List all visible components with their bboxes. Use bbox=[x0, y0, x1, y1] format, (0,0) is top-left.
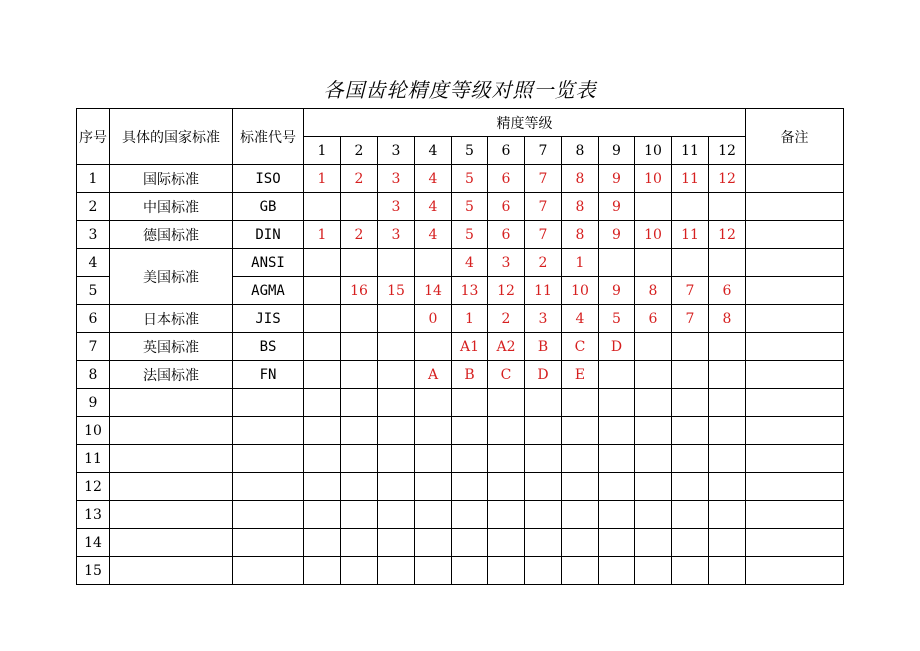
grade-value-cell bbox=[304, 361, 341, 389]
grade-value-cell: 9 bbox=[599, 165, 635, 193]
header-grade: 2 bbox=[341, 137, 378, 165]
remark-cell bbox=[746, 249, 844, 277]
grade-value-cell: 8 bbox=[709, 305, 746, 333]
remark-cell bbox=[746, 165, 844, 193]
grade-value-cell bbox=[378, 501, 415, 529]
grade-value-cell bbox=[378, 529, 415, 557]
grade-value-cell bbox=[341, 249, 378, 277]
grade-value-cell bbox=[672, 361, 709, 389]
grade-value-cell bbox=[452, 389, 488, 417]
code-cell bbox=[233, 473, 304, 501]
grade-value-cell bbox=[341, 501, 378, 529]
grade-value-cell bbox=[599, 361, 635, 389]
grade-value-cell bbox=[341, 193, 378, 221]
grade-value-cell: 7 bbox=[525, 221, 562, 249]
grade-value-cell: 6 bbox=[709, 277, 746, 305]
grade-value-cell bbox=[635, 417, 672, 445]
grade-value-cell: 7 bbox=[525, 193, 562, 221]
header-grade: 3 bbox=[378, 137, 415, 165]
code-cell: DIN bbox=[233, 221, 304, 249]
remark-cell bbox=[746, 557, 844, 585]
table-row bbox=[77, 249, 844, 277]
grade-value-cell: 8 bbox=[562, 165, 599, 193]
grade-value-cell: 5 bbox=[452, 193, 488, 221]
grade-value-cell bbox=[672, 473, 709, 501]
standard-cell bbox=[110, 445, 233, 473]
code-cell bbox=[233, 389, 304, 417]
grade-value-cell bbox=[709, 361, 746, 389]
grade-value-cell bbox=[304, 445, 341, 473]
table-row bbox=[77, 305, 844, 333]
grade-value-cell: 10 bbox=[635, 165, 672, 193]
grade-value-cell bbox=[378, 417, 415, 445]
grade-value-cell bbox=[525, 389, 562, 417]
grade-value-cell: A1 bbox=[452, 333, 488, 361]
header-grade: 6 bbox=[488, 137, 525, 165]
header-seq: 序号 bbox=[77, 109, 110, 165]
grade-value-cell bbox=[304, 305, 341, 333]
grade-value-cell: 4 bbox=[562, 305, 599, 333]
table-row bbox=[77, 417, 844, 445]
grade-value-cell: 4 bbox=[452, 249, 488, 277]
header-grade: 4 bbox=[415, 137, 452, 165]
table-row bbox=[77, 389, 844, 417]
remark-cell bbox=[746, 193, 844, 221]
seq-cell: 15 bbox=[77, 557, 110, 585]
standard-cell bbox=[110, 473, 233, 501]
code-cell bbox=[233, 417, 304, 445]
standard-cell: 日本标准 bbox=[110, 305, 233, 333]
header-code: 标准代号 bbox=[233, 109, 304, 165]
grade-value-cell: 2 bbox=[341, 165, 378, 193]
grade-value-cell bbox=[709, 193, 746, 221]
grade-value-cell: 11 bbox=[525, 277, 562, 305]
grade-value-cell bbox=[378, 557, 415, 585]
grade-value-cell bbox=[341, 333, 378, 361]
grade-value-cell bbox=[415, 249, 452, 277]
grade-value-cell bbox=[709, 529, 746, 557]
remark-cell bbox=[746, 333, 844, 361]
seq-cell: 10 bbox=[77, 417, 110, 445]
grade-value-cell: 1 bbox=[304, 165, 341, 193]
seq-cell: 11 bbox=[77, 445, 110, 473]
grade-value-cell bbox=[378, 333, 415, 361]
grade-value-cell bbox=[488, 557, 525, 585]
table-row bbox=[77, 333, 844, 361]
table-row bbox=[77, 473, 844, 501]
remark-cell bbox=[746, 501, 844, 529]
grade-value-cell bbox=[304, 529, 341, 557]
grade-value-cell bbox=[415, 501, 452, 529]
grade-value-cell bbox=[304, 417, 341, 445]
grade-value-cell bbox=[525, 473, 562, 501]
header-remarks: 备注 bbox=[746, 109, 844, 165]
grade-value-cell bbox=[562, 501, 599, 529]
header-grade: 8 bbox=[562, 137, 599, 165]
grade-value-cell bbox=[452, 417, 488, 445]
grade-value-cell bbox=[452, 473, 488, 501]
grade-value-cell bbox=[635, 445, 672, 473]
grade-value-cell bbox=[378, 305, 415, 333]
grade-value-cell bbox=[709, 501, 746, 529]
standard-cell: 德国标准 bbox=[110, 221, 233, 249]
grade-value-cell: 8 bbox=[635, 277, 672, 305]
grade-value-cell bbox=[488, 529, 525, 557]
grade-value-cell bbox=[562, 473, 599, 501]
grade-value-cell bbox=[488, 417, 525, 445]
standard-cell bbox=[110, 389, 233, 417]
seq-cell: 12 bbox=[77, 473, 110, 501]
standard-cell: 中国标准 bbox=[110, 193, 233, 221]
grade-value-cell: D bbox=[525, 361, 562, 389]
grade-value-cell: 6 bbox=[635, 305, 672, 333]
grade-value-cell: 13 bbox=[452, 277, 488, 305]
grade-value-cell: A bbox=[415, 361, 452, 389]
seq-cell: 6 bbox=[77, 305, 110, 333]
grade-value-cell: 3 bbox=[378, 165, 415, 193]
grade-value-cell bbox=[635, 557, 672, 585]
grade-value-cell: 12 bbox=[709, 165, 746, 193]
grade-value-cell bbox=[341, 529, 378, 557]
code-cell: BS bbox=[233, 333, 304, 361]
grade-value-cell bbox=[304, 277, 341, 305]
grade-value-cell bbox=[599, 389, 635, 417]
grade-value-cell bbox=[488, 501, 525, 529]
header-precision-group: 精度等级 bbox=[304, 109, 746, 137]
remark-cell bbox=[746, 529, 844, 557]
grade-value-cell: 16 bbox=[341, 277, 378, 305]
grade-value-cell bbox=[562, 445, 599, 473]
grade-value-cell bbox=[304, 193, 341, 221]
code-cell: AGMA bbox=[233, 277, 304, 305]
grade-value-cell bbox=[341, 445, 378, 473]
grade-value-cell: 1 bbox=[452, 305, 488, 333]
code-cell bbox=[233, 501, 304, 529]
grade-value-cell bbox=[452, 557, 488, 585]
grade-value-cell bbox=[415, 417, 452, 445]
grade-value-cell: 5 bbox=[452, 221, 488, 249]
seq-cell: 13 bbox=[77, 501, 110, 529]
grade-value-cell: 7 bbox=[525, 165, 562, 193]
grade-value-cell: 8 bbox=[562, 193, 599, 221]
grade-value-cell bbox=[415, 445, 452, 473]
gear-grade-table bbox=[76, 108, 844, 585]
seq-cell: 5 bbox=[77, 277, 110, 305]
grade-value-cell: 11 bbox=[672, 221, 709, 249]
grade-value-cell bbox=[635, 193, 672, 221]
standard-cell bbox=[110, 557, 233, 585]
seq-cell: 2 bbox=[77, 193, 110, 221]
grade-value-cell: 2 bbox=[488, 305, 525, 333]
grade-value-cell bbox=[635, 529, 672, 557]
standard-cell: 国际标准 bbox=[110, 165, 233, 193]
grade-value-cell: 3 bbox=[378, 221, 415, 249]
grade-value-cell: 4 bbox=[415, 165, 452, 193]
grade-value-cell bbox=[672, 249, 709, 277]
grade-value-cell bbox=[378, 249, 415, 277]
grade-value-cell bbox=[635, 473, 672, 501]
remark-cell bbox=[746, 277, 844, 305]
grade-value-cell bbox=[672, 333, 709, 361]
grade-value-cell bbox=[341, 305, 378, 333]
code-cell: FN bbox=[233, 361, 304, 389]
grade-value-cell bbox=[599, 445, 635, 473]
code-cell: GB bbox=[233, 193, 304, 221]
header-standard: 具体的国家标准 bbox=[110, 109, 233, 165]
grade-value-cell: 3 bbox=[488, 249, 525, 277]
grade-value-cell bbox=[635, 249, 672, 277]
grade-value-cell bbox=[304, 249, 341, 277]
grade-value-cell bbox=[415, 389, 452, 417]
grade-value-cell bbox=[452, 445, 488, 473]
header-grade: 12 bbox=[709, 137, 746, 165]
grade-value-cell bbox=[635, 333, 672, 361]
grade-value-cell bbox=[709, 417, 746, 445]
standard-cell bbox=[110, 529, 233, 557]
grade-value-cell bbox=[378, 473, 415, 501]
grade-value-cell bbox=[415, 557, 452, 585]
remark-cell bbox=[746, 473, 844, 501]
seq-cell: 4 bbox=[77, 249, 110, 277]
grade-value-cell bbox=[599, 473, 635, 501]
grade-value-cell: 6 bbox=[488, 165, 525, 193]
standard-cell bbox=[110, 501, 233, 529]
grade-value-cell bbox=[525, 501, 562, 529]
grade-value-cell bbox=[415, 529, 452, 557]
grade-value-cell: 8 bbox=[562, 221, 599, 249]
seq-cell: 14 bbox=[77, 529, 110, 557]
seq-cell: 3 bbox=[77, 221, 110, 249]
grade-value-cell bbox=[415, 473, 452, 501]
grade-value-cell: C bbox=[488, 361, 525, 389]
grade-value-cell: 14 bbox=[415, 277, 452, 305]
header-grade: 9 bbox=[599, 137, 635, 165]
grade-value-cell bbox=[525, 445, 562, 473]
header-grade: 5 bbox=[452, 137, 488, 165]
standard-cell: 美国标准 bbox=[110, 249, 233, 305]
grade-value-cell bbox=[562, 529, 599, 557]
grade-value-cell: 9 bbox=[599, 193, 635, 221]
remark-cell bbox=[746, 221, 844, 249]
grade-value-cell: 9 bbox=[599, 277, 635, 305]
grade-value-cell bbox=[341, 389, 378, 417]
table-row bbox=[77, 529, 844, 557]
remark-cell bbox=[746, 417, 844, 445]
table-row bbox=[77, 501, 844, 529]
table-row bbox=[77, 165, 844, 193]
grade-value-cell bbox=[599, 249, 635, 277]
standard-cell: 法国标准 bbox=[110, 361, 233, 389]
grade-value-cell bbox=[415, 333, 452, 361]
grade-value-cell bbox=[709, 249, 746, 277]
grade-value-cell bbox=[304, 333, 341, 361]
grade-value-cell: 5 bbox=[599, 305, 635, 333]
remark-cell bbox=[746, 305, 844, 333]
table-row bbox=[77, 361, 844, 389]
grade-value-cell: B bbox=[525, 333, 562, 361]
grade-value-cell: 9 bbox=[599, 221, 635, 249]
grade-value-cell: 12 bbox=[709, 221, 746, 249]
grade-value-cell bbox=[452, 529, 488, 557]
table-row bbox=[77, 445, 844, 473]
grade-value-cell bbox=[672, 501, 709, 529]
header-grade: 10 bbox=[635, 137, 672, 165]
grade-value-cell: 6 bbox=[488, 193, 525, 221]
remark-cell bbox=[746, 445, 844, 473]
grade-value-cell: 1 bbox=[304, 221, 341, 249]
grade-value-cell: 1 bbox=[562, 249, 599, 277]
grade-value-cell bbox=[304, 557, 341, 585]
grade-value-cell bbox=[709, 473, 746, 501]
grade-value-cell bbox=[562, 557, 599, 585]
grade-value-cell: 12 bbox=[488, 277, 525, 305]
grade-value-cell bbox=[488, 445, 525, 473]
remark-cell bbox=[746, 389, 844, 417]
grade-value-cell bbox=[341, 361, 378, 389]
grade-value-cell bbox=[562, 417, 599, 445]
code-cell: ISO bbox=[233, 165, 304, 193]
grade-value-cell: 0 bbox=[415, 305, 452, 333]
grade-value-cell: 7 bbox=[672, 305, 709, 333]
grade-value-cell bbox=[709, 389, 746, 417]
table-row bbox=[77, 557, 844, 585]
header-grade: 7 bbox=[525, 137, 562, 165]
grade-value-cell bbox=[304, 389, 341, 417]
standard-cell: 英国标准 bbox=[110, 333, 233, 361]
grade-value-cell bbox=[709, 333, 746, 361]
grade-value-cell bbox=[304, 473, 341, 501]
grade-value-cell bbox=[525, 529, 562, 557]
grade-value-cell: 11 bbox=[672, 165, 709, 193]
grade-value-cell: 4 bbox=[415, 221, 452, 249]
seq-cell: 9 bbox=[77, 389, 110, 417]
grade-value-cell bbox=[672, 557, 709, 585]
grade-value-cell bbox=[599, 417, 635, 445]
table-row bbox=[77, 221, 844, 249]
standard-cell bbox=[110, 417, 233, 445]
grade-value-cell bbox=[562, 389, 599, 417]
table-row bbox=[77, 193, 844, 221]
grade-value-cell: C bbox=[562, 333, 599, 361]
grade-value-cell bbox=[599, 529, 635, 557]
grade-value-cell: 3 bbox=[525, 305, 562, 333]
remark-cell bbox=[746, 361, 844, 389]
grade-value-cell bbox=[304, 501, 341, 529]
header-grade: 11 bbox=[672, 137, 709, 165]
grade-value-cell bbox=[378, 445, 415, 473]
grade-value-cell: 15 bbox=[378, 277, 415, 305]
grade-value-cell: 10 bbox=[562, 277, 599, 305]
grade-value-cell: B bbox=[452, 361, 488, 389]
grade-value-cell: 5 bbox=[452, 165, 488, 193]
code-cell bbox=[233, 529, 304, 557]
seq-cell: 8 bbox=[77, 361, 110, 389]
grade-value-cell: A2 bbox=[488, 333, 525, 361]
grade-value-cell bbox=[341, 473, 378, 501]
grade-value-cell: 6 bbox=[488, 221, 525, 249]
grade-value-cell bbox=[635, 361, 672, 389]
code-cell bbox=[233, 557, 304, 585]
grade-value-cell: 4 bbox=[415, 193, 452, 221]
grade-value-cell bbox=[599, 557, 635, 585]
grade-value-cell bbox=[599, 501, 635, 529]
grade-value-cell bbox=[672, 193, 709, 221]
grade-value-cell bbox=[672, 445, 709, 473]
grade-value-cell: 2 bbox=[525, 249, 562, 277]
grade-value-cell: 2 bbox=[341, 221, 378, 249]
grade-value-cell bbox=[341, 557, 378, 585]
code-cell: JIS bbox=[233, 305, 304, 333]
code-cell bbox=[233, 445, 304, 473]
grade-value-cell bbox=[635, 389, 672, 417]
grade-value-cell: 10 bbox=[635, 221, 672, 249]
grade-value-cell: D bbox=[599, 333, 635, 361]
seq-cell: 1 bbox=[77, 165, 110, 193]
grade-value-cell bbox=[709, 445, 746, 473]
grade-value-cell bbox=[525, 417, 562, 445]
seq-cell: 7 bbox=[77, 333, 110, 361]
grade-value-cell bbox=[672, 529, 709, 557]
grade-value-cell: 7 bbox=[672, 277, 709, 305]
grade-value-cell bbox=[709, 557, 746, 585]
grade-value-cell bbox=[635, 501, 672, 529]
code-cell: ANSI bbox=[233, 249, 304, 277]
grade-value-cell bbox=[378, 361, 415, 389]
header-grade: 1 bbox=[304, 137, 341, 165]
grade-value-cell bbox=[488, 473, 525, 501]
grade-value-cell bbox=[488, 389, 525, 417]
page-title: 各国齿轮精度等级对照一览表 bbox=[323, 78, 597, 102]
grade-value-cell: 3 bbox=[378, 193, 415, 221]
grade-value-cell bbox=[525, 557, 562, 585]
grade-value-cell bbox=[672, 389, 709, 417]
grade-value-cell bbox=[341, 417, 378, 445]
grade-value-cell bbox=[378, 389, 415, 417]
grade-value-cell bbox=[452, 501, 488, 529]
grade-value-cell bbox=[672, 417, 709, 445]
grade-value-cell: E bbox=[562, 361, 599, 389]
